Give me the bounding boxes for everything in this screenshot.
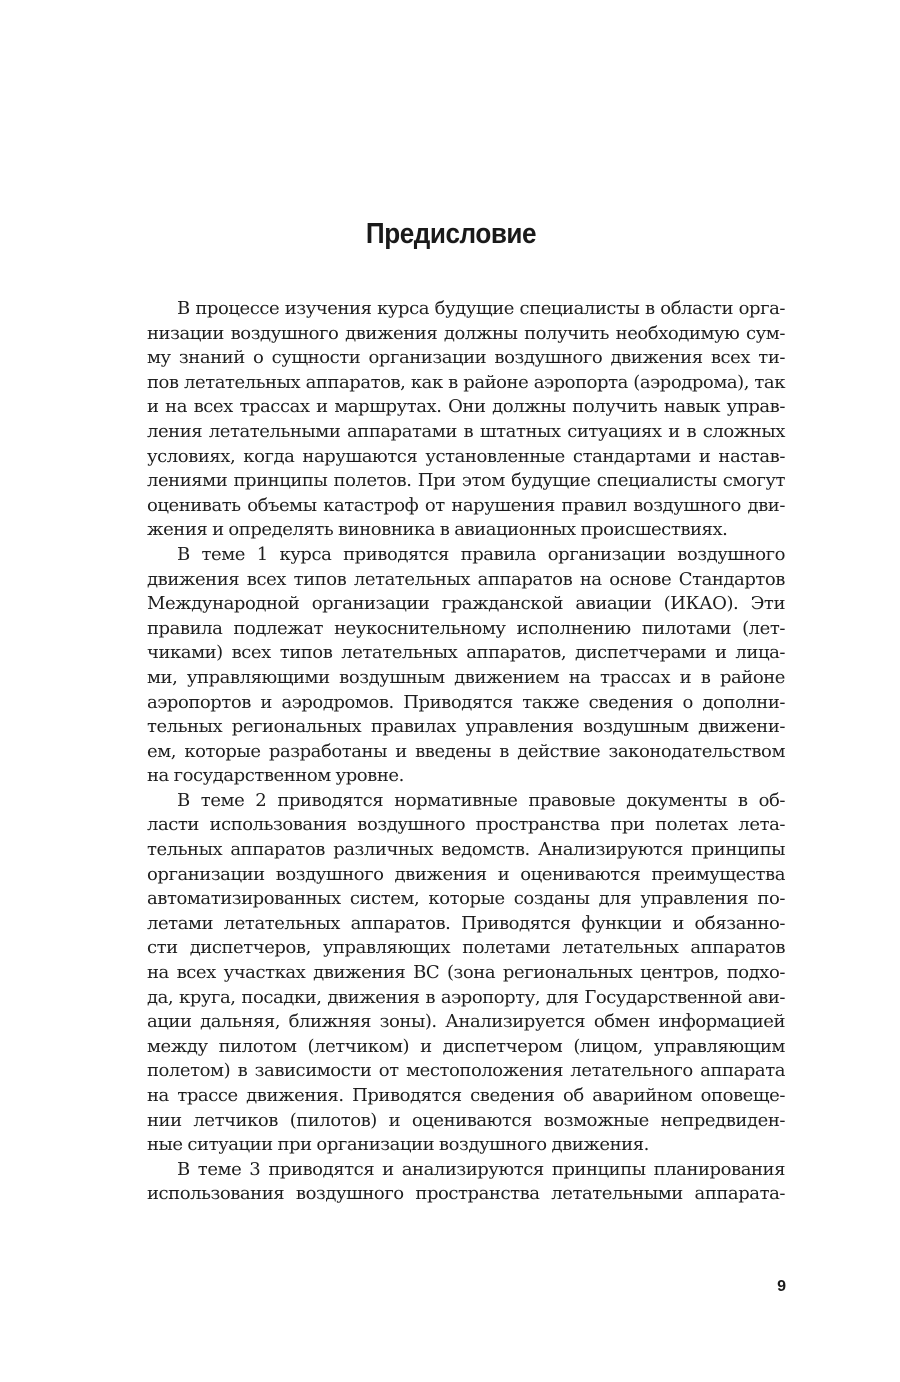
text-line: тельных аппаратов различных ведомств. Анализируются принципы xyxy=(147,839,785,861)
text-line: низации воздушного движения должны получить необходимую сум- xyxy=(147,322,785,344)
text-line: В теме 1 курса приводятся правила организации воздушного xyxy=(177,543,785,565)
text-line: нии летчиков (пилотов) и оцениваются возможные непредвиден- xyxy=(147,1109,785,1131)
text-line: Международной организации гражданской авиации (ИКАО). Эти xyxy=(147,593,785,615)
text-line: му знаний о сущности организации воздушного движения всех ти- xyxy=(147,347,785,369)
text-line: на трассе движения. Приводятся сведения об аварийном оповеще- xyxy=(147,1085,785,1106)
paragraph-1 xyxy=(117,297,785,543)
text-line: ления летательными аппаратами в штатных ситуациях и в сложных xyxy=(147,420,785,442)
text-line: ем, которые разработаны и введены в действие законодательством xyxy=(147,740,785,762)
text-line: лениями принципы полетов. При этом будущие специалисты смогут xyxy=(147,470,785,492)
text-line: оценивать объемы катастроф от нарушения правил воздушного дви- xyxy=(147,494,785,516)
text-line: полетом) в зависимости от местоположения летательного аппарата xyxy=(147,1060,785,1082)
page-title: Предисловие xyxy=(365,218,537,250)
text-line: жения и определять виновника в авиационных происшествиях. xyxy=(147,519,728,541)
text-line: В теме 3 приводятся и анализируются принципы планирования xyxy=(177,1158,785,1180)
text-line: на государственном уровне. xyxy=(147,765,404,787)
text-line: и на всех трассах и маршрутах. Они должны получить навык управ- xyxy=(147,396,785,418)
text-line: использования воздушного пространства летательными аппарата- xyxy=(147,1183,785,1205)
text-line: ации дальняя, ближняя зоны). Анализируется обмен информацией xyxy=(147,1011,785,1033)
body-text xyxy=(117,297,785,1207)
text-line: чиками) всех типов летательных аппаратов, диспетчерами и лица- xyxy=(147,642,785,664)
text-line: на всех участках движения ВС (зона региональных центров, подхо- xyxy=(147,962,785,984)
text-line: организации воздушного движения и оцениваются преимущества xyxy=(147,863,785,885)
text-line: сти диспетчеров, управляющих полетами летательных аппаратов xyxy=(147,937,785,959)
text-line: летами летательных аппаратов. Приводятся функции и обязанно- xyxy=(147,912,785,934)
text-line: ласти использования воздушного пространства при полетах лета- xyxy=(147,814,785,836)
text-line: движения всех типов летательных аппаратов на основе Стандартов xyxy=(147,568,785,590)
text-line: В теме 2 приводятся нормативные правовые документы в об- xyxy=(177,789,785,811)
text-line: автоматизированных систем, которые созданы для управления по- xyxy=(147,888,785,910)
text-line: В процессе изучения курса будущие специалисты в области орга- xyxy=(177,298,785,319)
text-line: да, круга, посадки, движения в аэропорту, для Государственной ави- xyxy=(147,986,785,1008)
text-line: тельных региональных правилах управления воздушным движени- xyxy=(147,716,785,738)
text-line: ные ситуации при организации воздушного движения. xyxy=(147,1134,649,1156)
text-line: пов летательных аппаратов, как в районе аэропорта (аэродрома), так xyxy=(147,371,785,393)
paragraph-3 xyxy=(117,789,785,1158)
text-line: ми, управляющими воздушным движением на трассах и в районе xyxy=(147,666,785,688)
text-line: правила подлежат неукоснительному исполнению пилотами (лет- xyxy=(147,617,785,639)
paragraph-2 xyxy=(117,543,785,789)
paragraph-4 xyxy=(117,1158,785,1207)
text-line: условиях, когда нарушаются установленные стандартами и настав- xyxy=(147,445,785,467)
text-line: аэропортов и аэродромов. Приводятся также сведения о дополни- xyxy=(147,691,785,713)
page-number: 9 xyxy=(777,1278,786,1295)
text-line: между пилотом (летчиком) и диспетчером (лицом, управляющим xyxy=(147,1035,785,1057)
